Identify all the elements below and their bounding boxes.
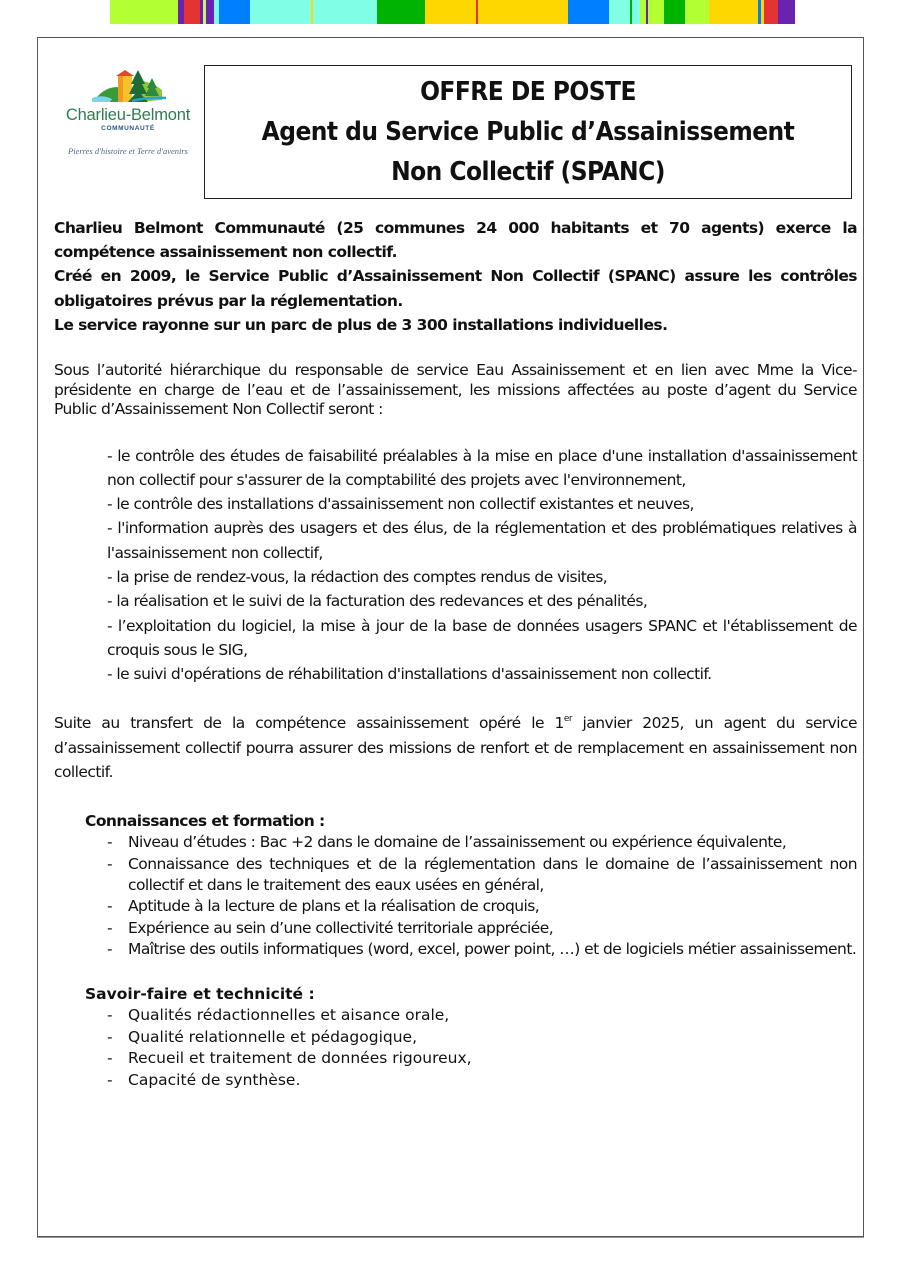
skills-heading: Savoir-faire et technicité : [85, 985, 315, 1004]
strip-segment [250, 0, 311, 24]
strip-segment [110, 0, 178, 24]
strip-segment [685, 0, 709, 24]
strip-segment [377, 0, 425, 24]
bullet-dash: - [107, 1049, 113, 1068]
skills-list [107, 1005, 857, 1091]
mission-item: - la réalisation et le suivi de la facturation des redevances et des pénalités, [107, 592, 648, 611]
bullet-dash: - [107, 1070, 113, 1089]
authority-paragraph: Sous l’autorité hiérarchique du responsable de service Eau Assainissement et en lien avec Mme la Vice-présidente en charge de l’eau et de l’assainissement, les missions affectées au poste d’agent du Service Public d’Assainissement Non Collectif seront : [54, 361, 857, 419]
logo-subtitle: COMMUNAUTÉ [101, 125, 155, 132]
mission-item: - le contrôle des études de faisabilité préalables à la mise en place d'une installation d'assainissement non collectif pour s'assurer de la comptabilité des projets avec l'environnement, [107, 446, 857, 489]
header-color-strip [110, 0, 795, 24]
bullet-dash: - [107, 854, 113, 873]
bullet-dash: - [107, 897, 113, 916]
strip-segment [764, 0, 778, 24]
strip-segment [313, 0, 377, 24]
skills-section [85, 983, 857, 1091]
strip-segment [664, 0, 685, 24]
mission-item: - le suivi d'opérations de réhabilitation d'installations d'assainissement non collectif. [107, 665, 712, 684]
intro-paragraph-spanc: Créé en 2009, le Service Public d’Assainissement Non Collectif (SPANC) assure les contrôles obligatoires prévus par la réglementation. [54, 267, 857, 310]
knowledge-heading: Connaissances et formation : [85, 812, 325, 831]
strip-segment [425, 0, 476, 24]
knowledge-item: - Niveau d’études : Bac +2 dans le domaine de l’assainissement ou expérience équivalente, [107, 832, 857, 853]
strip-segment [609, 0, 630, 24]
knowledge-item: - Connaissance des techniques et de la réglementation dans le domaine de l’assainissement non collectif et dans le traitement des eaux usées en général, [107, 854, 857, 894]
logo-tagline: Pierres d'histoire et Terre d'avenirs [68, 146, 188, 156]
transfer-text-start: Suite au transfert de la compétence assainissement opéré le 1 [54, 714, 564, 733]
skill-item: - Qualités rédactionnelles et aisance orale, [107, 1005, 857, 1027]
ordinal-superscript: er [563, 714, 572, 725]
knowledge-section [85, 810, 857, 960]
title-line-offer: OFFRE DE POSTE [420, 77, 636, 107]
bullet-dash: - [107, 918, 113, 937]
knowledge-item: - Maîtrise des outils informatiques (word, excel, power point, …) et de logiciels métier assainissement. [107, 939, 857, 960]
logo-name: Charlieu-Belmont [65, 106, 191, 124]
title-line-position: Agent du Service Public d’Assainissement [261, 117, 795, 147]
strip-segment [568, 0, 609, 24]
document-body [54, 216, 857, 1091]
bullet-dash: - [107, 939, 113, 958]
knowledge-item: - Expérience au sein d’une collectivité territoriale appréciée, [107, 918, 857, 939]
title-line-service: Non Collectif (SPANC) [391, 157, 665, 187]
strip-segment [478, 0, 568, 24]
intro-section [54, 216, 857, 337]
strip-segment [778, 0, 795, 24]
transfer-text-end: janvier 2025, un agent du service d’assainissement collectif pourra assurer des missions de renfort et de remplacement en assainissement non collectif. [54, 714, 857, 782]
strip-segment [709, 0, 758, 24]
intro-paragraph-organization: Charlieu Belmont Communauté (25 communes 24 000 habitants et 70 agents) exerce la compétence assainissement non collectif. [54, 219, 857, 262]
bullet-dash: - [107, 1006, 113, 1025]
missions-list [107, 444, 857, 687]
intro-paragraph-installations: Le service rayonne sur un parc de plus de 3 300 installations individuelles. [54, 315, 668, 334]
bullet-dash: - [107, 1027, 113, 1046]
bullet-dash: - [107, 833, 113, 852]
strip-segment [219, 0, 250, 24]
strip-segment [206, 0, 214, 24]
mission-item: - le contrôle des installations d'assainissement non collectif existantes et neuves, [107, 495, 694, 514]
landscape-tower-trees-logo-icon [88, 68, 168, 104]
job-title-box [204, 65, 852, 199]
mission-item: - la prise de rendez-vous, la rédaction des comptes rendus de visites, [107, 568, 608, 586]
skill-item: - Capacité de synthèse. [107, 1070, 857, 1092]
transfer-paragraph [54, 711, 857, 784]
skill-item: - Recueil et traitement de données rigoureux, [107, 1048, 857, 1070]
mission-item: - l’exploitation du logiciel, la mise à jour de la base de données usagers SPANC et l'établissement de croquis sous le SIG, [107, 616, 857, 659]
skill-item: - Qualité relationnelle et pédagogique, [107, 1027, 857, 1049]
strip-segment [632, 0, 640, 24]
knowledge-list [107, 832, 857, 960]
mission-item: - l'information auprès des usagers et des élus, de la réglementation et des problématiques relatives à l'assainissement non collectif, [107, 519, 857, 562]
knowledge-item: - Aptitude à la lecture de plans et la réalisation de croquis, [107, 896, 857, 917]
organization-logo [52, 68, 204, 168]
strip-segment [184, 0, 200, 24]
strip-segment [648, 0, 664, 24]
